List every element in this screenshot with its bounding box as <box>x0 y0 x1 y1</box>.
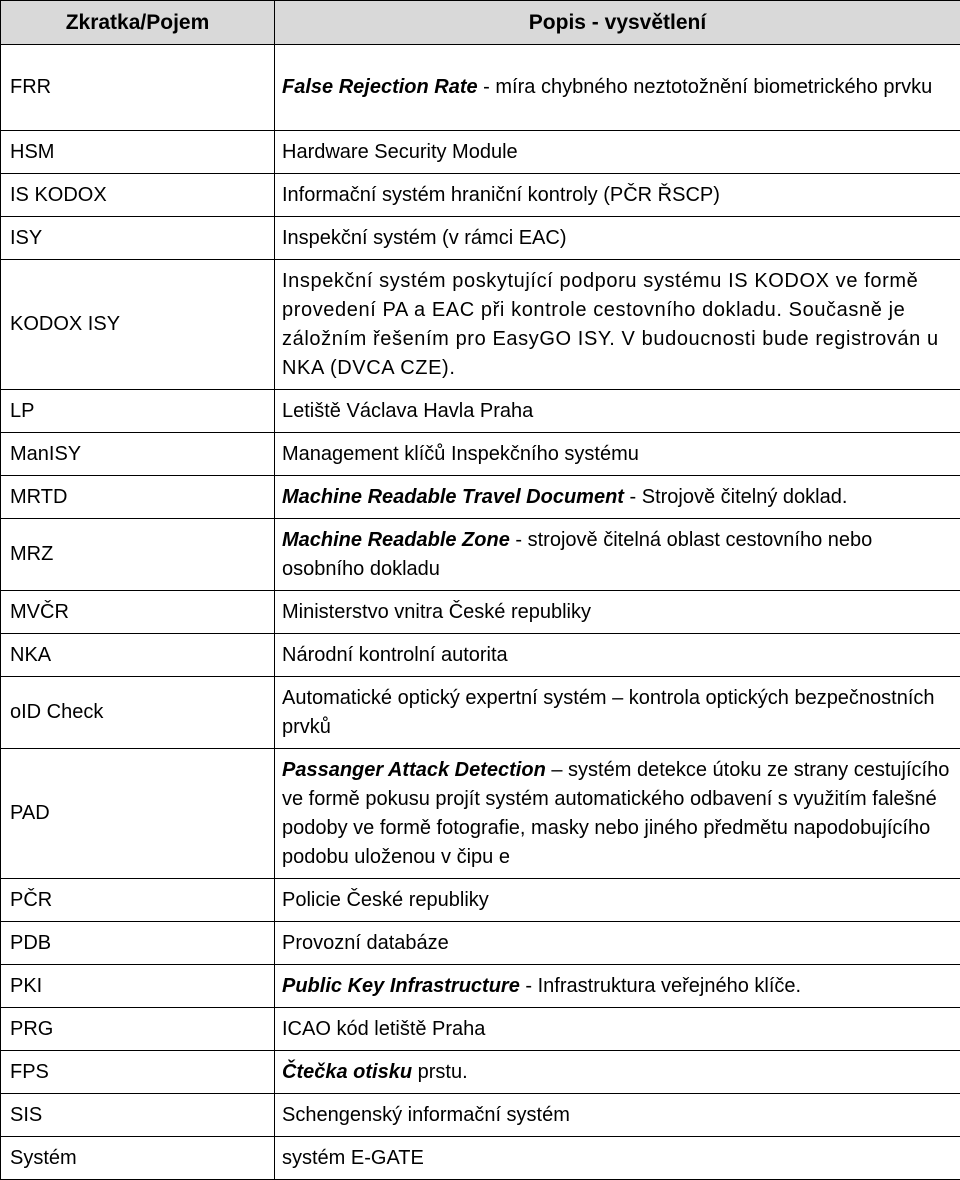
table-row <box>1 879 960 922</box>
table-row <box>1 476 960 519</box>
term-cell: Systém <box>1 1137 275 1180</box>
term-cell: IS KODOX <box>1 174 275 217</box>
table-row <box>1 1094 960 1137</box>
term-cell: KODOX ISY <box>1 260 275 390</box>
table-row <box>1 45 960 131</box>
description-text: ICAO kód letiště Praha <box>282 1018 485 1040</box>
description-text: Inspekční systém poskytující podporu systému IS KODOX ve formě provedení PA a EAC při kontrole cestovního dokladu. Současně je záložním řešením pro EasyGO ISY. V budoucnosti bude registrován u NKA (DVCA CZE). <box>282 270 939 379</box>
description-cell <box>275 922 960 965</box>
table-header-row <box>1 1 960 45</box>
table-row <box>1 922 960 965</box>
description-text: - Strojově čitelný doklad. <box>624 486 847 508</box>
description-cell <box>275 1008 960 1051</box>
description-cell <box>275 476 960 519</box>
description-cell <box>275 260 960 390</box>
description-text: Ministerstvo vnitra České republiky <box>282 601 591 623</box>
description-text: Národní kontrolní autorita <box>282 644 508 666</box>
table-row <box>1 634 960 677</box>
description-text: systém E-GATE <box>282 1147 424 1169</box>
table-row <box>1 1051 960 1094</box>
description-cell <box>275 879 960 922</box>
table-row <box>1 519 960 591</box>
description-text: - strojově čitelná oblast cestovního nebo osobního dokladu <box>282 529 872 580</box>
table-row <box>1 677 960 749</box>
term-cell: PČR <box>1 879 275 922</box>
description-text: Automatické optický expertní systém – kontrola optických bezpečnostních prvků <box>282 687 935 738</box>
description-cell <box>275 433 960 476</box>
description-text: Letiště Václava Havla Praha <box>282 400 533 422</box>
description-cell <box>275 174 960 217</box>
description-text: Schengenský informační systém <box>282 1104 570 1126</box>
table-row <box>1 1008 960 1051</box>
table-row <box>1 217 960 260</box>
description-term-emphasis: Machine Readable Travel Document <box>282 486 624 508</box>
table-row <box>1 965 960 1008</box>
table-row <box>1 433 960 476</box>
term-cell: SIS <box>1 1094 275 1137</box>
description-cell <box>275 965 960 1008</box>
description-cell <box>275 749 960 879</box>
description-text: prstu. <box>412 1061 468 1083</box>
term-cell: oID Check <box>1 677 275 749</box>
description-text: Provozní databáze <box>282 932 449 954</box>
term-cell: MRZ <box>1 519 275 591</box>
term-cell: FPS <box>1 1051 275 1094</box>
table-row <box>1 260 960 390</box>
description-text: Informační systém hraniční kontroly (PČR ŘSCP) <box>282 184 720 206</box>
description-text: - Infrastruktura veřejného klíče. <box>520 975 801 997</box>
description-text: - míra chybného neztotožnění biometrického prvku <box>478 76 933 98</box>
description-text: – systém detekce útoku ze strany cestujícího ve formě pokusu projít systém automatického odbavení s využitím falešné podoby ve formě fotografie, masky nebo jiného předmětu napodobujícího podobu uloženou v čipu e <box>282 759 949 868</box>
description-cell <box>275 390 960 433</box>
description-text: Management klíčů Inspekčního systému <box>282 443 639 465</box>
table-row <box>1 749 960 879</box>
description-cell <box>275 131 960 174</box>
term-cell: PAD <box>1 749 275 879</box>
term-cell: PKI <box>1 965 275 1008</box>
term-cell: PDB <box>1 922 275 965</box>
description-cell <box>275 634 960 677</box>
description-term-emphasis: Passanger Attack Detection <box>282 759 546 781</box>
table-row <box>1 1137 960 1180</box>
description-term-emphasis: False Rejection Rate <box>282 76 478 98</box>
description-text: Policie České republiky <box>282 889 489 911</box>
header-description: Popis - vysvětlení <box>275 1 960 45</box>
term-cell: ManISY <box>1 433 275 476</box>
term-cell: MVČR <box>1 591 275 634</box>
term-cell: HSM <box>1 131 275 174</box>
table-row <box>1 390 960 433</box>
table-row <box>1 174 960 217</box>
description-cell <box>275 1094 960 1137</box>
description-term-emphasis: Public Key Infrastructure <box>282 975 520 997</box>
term-cell: FRR <box>1 45 275 131</box>
term-cell: MRTD <box>1 476 275 519</box>
table-row <box>1 591 960 634</box>
term-cell: LP <box>1 390 275 433</box>
description-term-emphasis: Čtečka otisku <box>282 1061 412 1083</box>
term-cell: NKA <box>1 634 275 677</box>
term-cell: PRG <box>1 1008 275 1051</box>
description-cell <box>275 217 960 260</box>
description-cell <box>275 591 960 634</box>
description-text: Hardware Security Module <box>282 141 518 163</box>
description-cell <box>275 677 960 749</box>
table-row <box>1 131 960 174</box>
description-cell <box>275 45 960 131</box>
description-cell <box>275 1137 960 1180</box>
description-cell <box>275 1051 960 1094</box>
table-body <box>1 45 960 1180</box>
header-term: Zkratka/Pojem <box>1 1 275 45</box>
term-cell: ISY <box>1 217 275 260</box>
description-cell <box>275 519 960 591</box>
description-text: Inspekční systém (v rámci EAC) <box>282 227 567 249</box>
description-term-emphasis: Machine Readable Zone <box>282 529 510 551</box>
